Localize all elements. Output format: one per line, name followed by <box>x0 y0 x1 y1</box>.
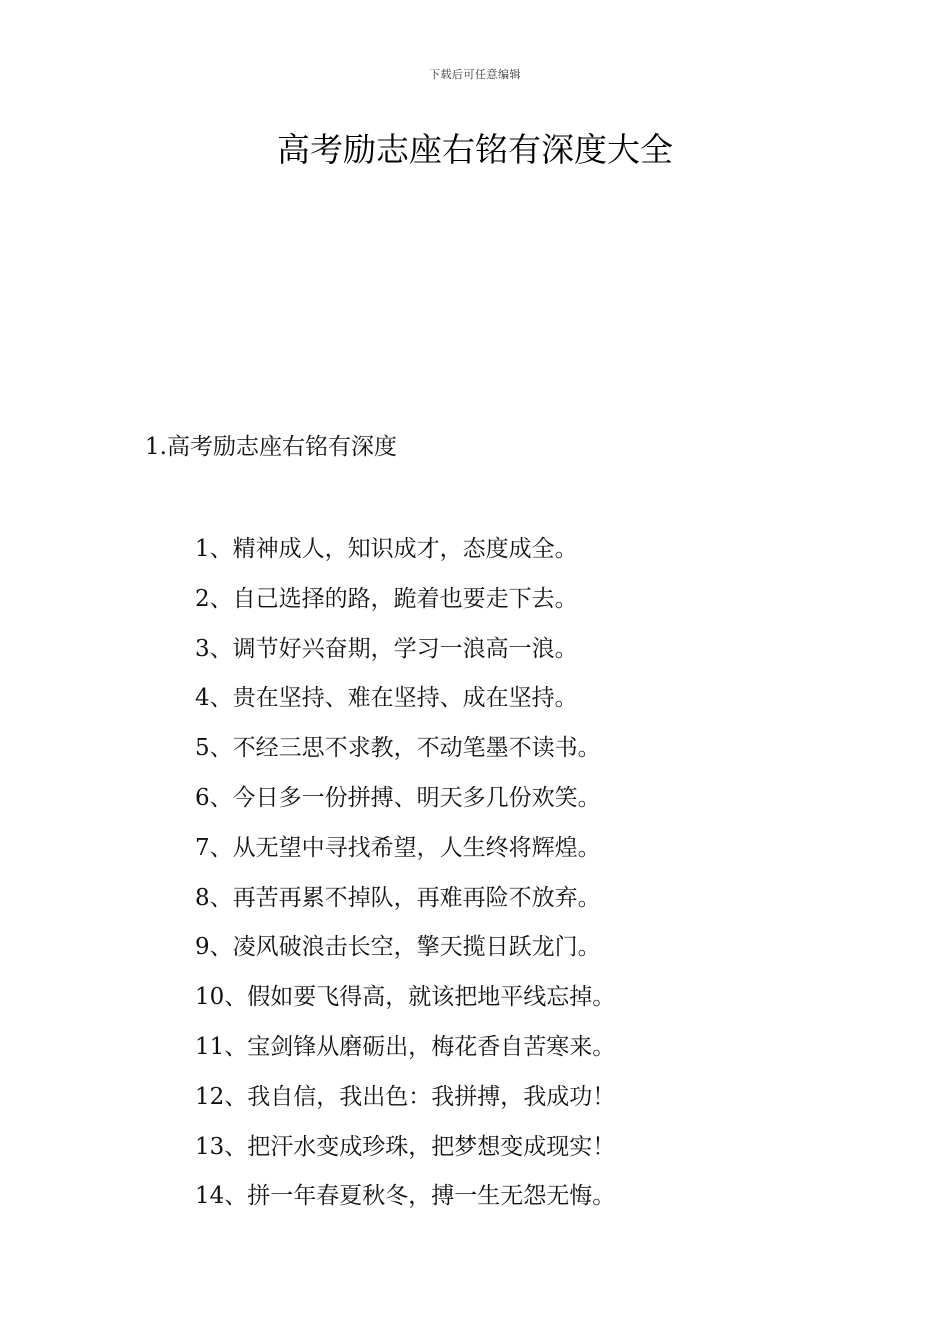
quote-item: 9、凌风破浪击长空，擎天揽日跃龙门。 <box>195 934 601 961</box>
quote-item: 14、拼一年春夏秋冬，搏一生无怨无悔。 <box>195 1183 616 1210</box>
quote-item: 13、把汗水变成珍珠，把梦想变成现实！ <box>195 1133 616 1160</box>
quote-item: 11、宝剑锋从磨砺出，梅花香自苦寒来。 <box>195 1033 616 1060</box>
quote-list <box>195 533 615 1230</box>
quote-item: 5、不经三思不求教，不动笔墨不读书。 <box>195 735 601 762</box>
page-header: 下载后可任意编辑 <box>429 68 521 81</box>
quote-item: 6、今日多一份拼搏、明天多几份欢笑。 <box>195 784 601 811</box>
section-heading: 1.高考励志座右铭有深度 <box>145 434 397 460</box>
document-title: 高考励志座右铭有深度大全 <box>277 130 673 169</box>
quote-item: 2、自己选择的路，跪着也要走下去。 <box>195 585 578 612</box>
quote-item: 12、我自信，我出色：我拼搏，我成功！ <box>195 1083 616 1110</box>
quote-item: 3、调节好兴奋期，学习一浪高一浪。 <box>195 635 578 662</box>
quote-item: 4、贵在坚持、难在坚持、成在坚持。 <box>195 685 578 712</box>
quote-item: 1、精神成人，知识成才，态度成全。 <box>195 536 578 562</box>
quote-item: 8、再苦再累不掉队，再难再险不放弃。 <box>195 884 601 911</box>
quote-item: 7、从无望中寻找希望，人生终将辉煌。 <box>195 834 601 861</box>
quote-item: 10、假如要飞得高，就该把地平线忘掉。 <box>195 984 616 1011</box>
